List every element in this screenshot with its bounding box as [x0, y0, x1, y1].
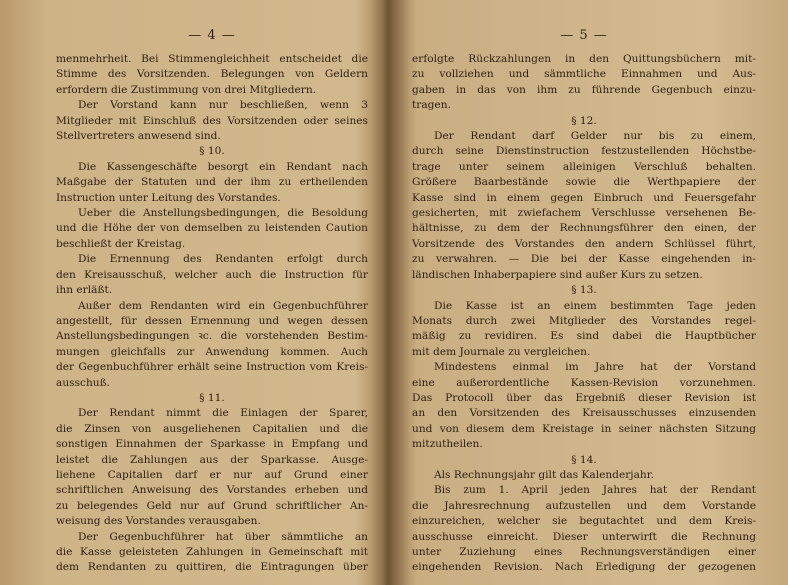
- text-line: Als Rechnungsjahr gilt das Kalenderjahr.: [434, 468, 654, 481]
- section-heading: § 12.: [571, 114, 597, 127]
- text-line: angestellt, für dessen Ernennung und wegen dessen: [56, 314, 368, 327]
- text-line: Außer dem Rendanten wird ein Gegenbuchführer: [78, 299, 368, 312]
- text-line: dem Rendanten zu quittiren, die Eintragungen über: [56, 561, 368, 574]
- text-line: Stimme des Vorsitzenden. Belegungen von Geldern: [56, 68, 368, 81]
- section-heading: § 14.: [571, 453, 597, 466]
- text-line: und die Höhe der von demselben zu leistenden Caution: [56, 222, 368, 235]
- text-line: durch seine Dienstinstruction festzustellenden Höchstbe-: [412, 145, 756, 158]
- right-page-text: [412, 52, 756, 576]
- text-line: mäßig zu revidiren. Es sind dabei die Hauptbücher: [412, 330, 756, 343]
- text-line: tragen.: [412, 99, 451, 112]
- text-line: liehene Capitalien darf er nur auf Grund einer: [56, 468, 368, 481]
- text-line: Die Kasse ist an einem bestimmten Tage jeden: [434, 299, 756, 312]
- text-line: Der Rendant darf Gelder nur bis zu einem,: [434, 130, 756, 143]
- text-line: Kasse sind in einem gegen Einbruch und Feuersgefahr: [412, 191, 756, 204]
- text-line: mungen gleichfalls zur Anwendung kommen. Auch: [56, 345, 368, 358]
- text-line: Ueber die Anstellungsbedingungen, die Besoldung: [78, 207, 368, 220]
- text-line: ausschuß.: [56, 376, 111, 389]
- text-line: Die Kassengeschäfte besorgt ein Rendant nach: [78, 160, 368, 173]
- text-line: eine außerordentliche Kassen-Revision vorzunehmen.: [412, 376, 756, 389]
- text-line: menmehrheit. Bei Stimmengleichheit entscheidet die: [56, 53, 368, 65]
- text-line: eingehenden Revision. Nach Erledigung der gezogenen: [412, 561, 756, 574]
- section-heading: § 11.: [199, 391, 225, 404]
- text-line: an den Vorsitzenden des Kreisausschusses einzusenden: [412, 407, 756, 420]
- text-line: leistet die Zahlungen aus der Sparkasse. Ausge-: [56, 453, 368, 466]
- text-line: gaben in das von ihm zu führende Gegenbuch einzu-: [412, 83, 756, 96]
- left-page: [0, 0, 386, 585]
- page-number: — 5 —: [560, 28, 608, 43]
- text-line: ländischen Inhaberpapiere sind außer Kurs zu setzen.: [412, 268, 703, 281]
- text-line: schriftlichen Anweisung des Vorstandes erheben und: [56, 484, 368, 497]
- text-line: Bis zum 1. April jeden Jahres hat der Rendant: [434, 484, 756, 497]
- text-line: Der Gegenbuchführer hat über sämmtliche an: [78, 530, 368, 543]
- text-line: Maßgabe der Statuten und der ihm zu ertheilenden: [56, 176, 368, 189]
- text-line: einzureichen, welcher sie begutachtet und dem Kreis-: [412, 515, 756, 528]
- section-heading: § 10.: [199, 145, 225, 158]
- text-line: Das Protocoll über das Ergebniß dieser Revision ist: [412, 391, 756, 404]
- text-line: Der Vorstand kann nur beschließen, wenn 3: [78, 99, 368, 112]
- text-line: Vorsitzende des Vorstandes den andern Schlüssel führt,: [412, 237, 756, 250]
- text-line: ihn erläßt.: [56, 284, 113, 297]
- text-line: weisung des Vorstandes verausgaben.: [56, 515, 261, 528]
- left-page-text: [56, 52, 368, 576]
- text-line: mit dem Journale zu vergleichen.: [412, 345, 591, 358]
- text-line: gesicherten, mit zwiefachem Verschlusse versehenen Be-: [412, 207, 756, 220]
- text-line: zu verwahren. — Die bei der Kasse eingehenden in-: [412, 253, 756, 266]
- text-line: Anstellungsbedingungen ꝛc. die vorstehenden Bestim-: [56, 330, 368, 343]
- text-line: erfolgte Rückzahlungen in den Quittungsbüchern mit-: [412, 53, 756, 65]
- page-number: — 4 —: [188, 28, 236, 43]
- text-line: den Kreisausschuß, welcher auch die Instruction für: [56, 268, 368, 281]
- text-line: Mitglieder mit Einschluß des Vorsitzenden oder seines: [56, 114, 368, 127]
- text-line: die Zinsen von ausgeliehenen Capitalien und die: [56, 422, 368, 435]
- text-line: Größere Baarbestände sowie die Werthpapiere der: [412, 176, 756, 189]
- text-line: Mindestens einmal im Jahre hat der Vorstand: [434, 361, 756, 374]
- text-line: beschließt der Kreistag.: [56, 237, 186, 250]
- right-page: [390, 0, 788, 585]
- text-line: die Jahresrechnung aufzustellen und dem Vorstande: [412, 499, 756, 512]
- text-line: Die Ernennung des Rendanten erfolgt durch: [78, 253, 368, 266]
- text-line: trage unter seinem alleinigen Verschluß behalten.: [412, 160, 756, 173]
- text-line: mitzutheilen.: [412, 438, 483, 451]
- text-line: Monats durch zwei Mitglieder des Vorstandes regel-: [412, 314, 756, 327]
- text-line: und von diesem dem Kreistage in seiner nächsten Sitzung: [412, 422, 756, 435]
- text-line: zu belegendes Geld nur auf Grund schriftlicher An-: [56, 499, 368, 512]
- text-line: ausschusse einreicht. Dieser unterwirft die Rechnung: [412, 530, 756, 543]
- text-line: hältnisse, zu dem der Rechnungsführer den einen, der: [412, 222, 756, 235]
- text-line: unter Zuziehung eines Rechnungsverständigen einer: [412, 546, 756, 558]
- text-line: Stellvertreters anwesend sind.: [56, 130, 221, 143]
- text-line: zu vollziehen und sämmtliche Einnahmen und Aus-: [412, 68, 756, 81]
- text-line: Instruction unter Leitung des Vorstandes.: [56, 191, 281, 204]
- text-line: erfordern die Zustimmung von drei Mitgliedern.: [56, 83, 317, 96]
- text-line: Der Rendant nimmt die Einlagen der Sparer,: [78, 407, 368, 420]
- section-heading: § 13.: [571, 284, 597, 297]
- text-line: der Gegenbuchführer erhält seine Instruction vom Kreis-: [56, 361, 368, 374]
- text-line: sonstigen Einnahmen der Sparkasse in Empfang und: [56, 438, 368, 451]
- text-line: die Kasse geleisteten Zahlungen in Gemeinschaft mit: [56, 546, 368, 558]
